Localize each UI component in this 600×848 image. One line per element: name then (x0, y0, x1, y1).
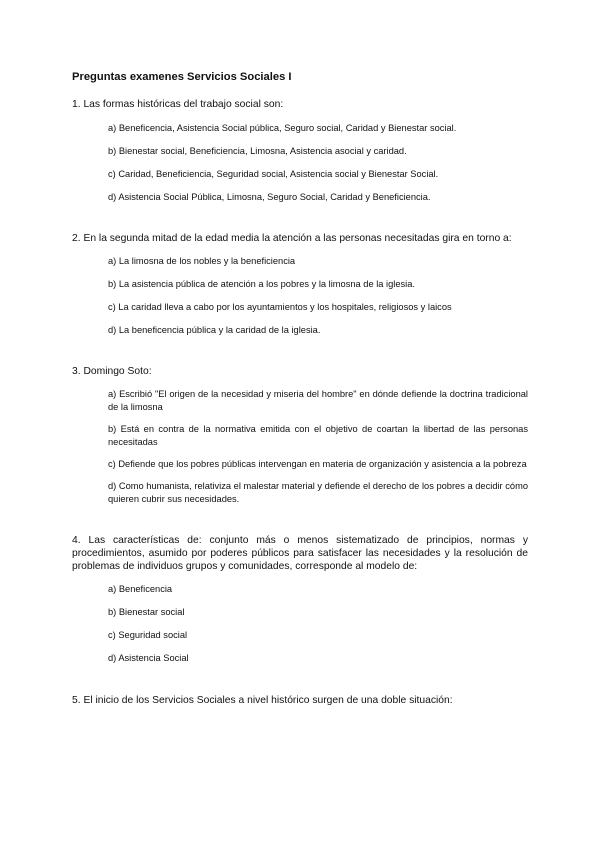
option-d: d) Asistencia Social (108, 653, 189, 663)
option-b: b) Bienestar social, Beneficiencia, Limosna, Asistencia asocial y caridad. (108, 146, 407, 156)
options-list (72, 583, 528, 665)
question-2 (72, 232, 528, 337)
option-d: d) Como humanista, relativiza el malestar material y defiende el derecho de los pobres a decidir cómo quieren cubrir sus necesidades. (108, 481, 528, 504)
question-3 (72, 365, 528, 506)
question-text: 1. Las formas históricas del trabajo social son: (72, 99, 284, 110)
question-text: 2. En la segunda mitad de la edad media la atención a las personas necesitadas gira en torno a: (72, 233, 512, 244)
page-title: Preguntas examenes Servicios Sociales I (72, 71, 292, 83)
option-b: b) Está en contra de la normativa emitida con el objetivo de coartan la libertad de las personas necesitadas (108, 424, 528, 447)
option-b: b) La asistencia pública de atención a los pobres y la limosna de la iglesia. (108, 279, 415, 289)
options-list (72, 388, 528, 506)
option-a: a) Beneficencia, Asistencia Social pública, Seguro social, Caridad y Bienestar social. (108, 123, 457, 133)
question-text: 4. Las características de: conjunto más o menos sistematizado de principios, normas y procedimientos, asumido por poderes públicos para satisfacer las necesidades y la resolución de problemas de individuos grupos y comunidades, corresponde al modelo de: (72, 535, 528, 572)
options-list (72, 255, 528, 337)
question-1 (72, 98, 528, 204)
option-c: c) La caridad lleva a cabo por los ayuntamientos y los hospitales, religiosos y laicos (108, 302, 452, 312)
option-d: d) Asistencia Social Pública, Limosna, Seguro Social, Caridad y Beneficiencia. (108, 192, 431, 202)
option-c: c) Defiende que los pobres públicas intervengan en materia de organización y asistencia a la pobreza (108, 459, 527, 469)
question-text: 3. Domingo Soto: (72, 366, 152, 377)
option-a: a) La limosna de los nobles y la beneficiencia (108, 256, 296, 266)
option-b: b) Bienestar social (108, 607, 185, 617)
option-d: d) La beneficencia pública y la caridad de la iglesia. (108, 325, 321, 335)
question-4 (72, 534, 528, 665)
question-text: 5. El inicio de los Servicios Sociales a nivel histórico surgen de una doble situación: (72, 695, 453, 706)
option-a: a) Escribió "El origen de la necesidad y miseria del hombre" en dónde defiende la doctrina tradicional de la limosna (108, 389, 528, 412)
option-a: a) Beneficencia (108, 584, 173, 594)
option-c: c) Seguridad social (108, 630, 188, 640)
options-list (72, 122, 528, 204)
question-5 (72, 694, 528, 707)
option-c: c) Caridad, Beneficiencia, Seguridad social, Asistencia social y Bienestar Social. (108, 169, 439, 179)
